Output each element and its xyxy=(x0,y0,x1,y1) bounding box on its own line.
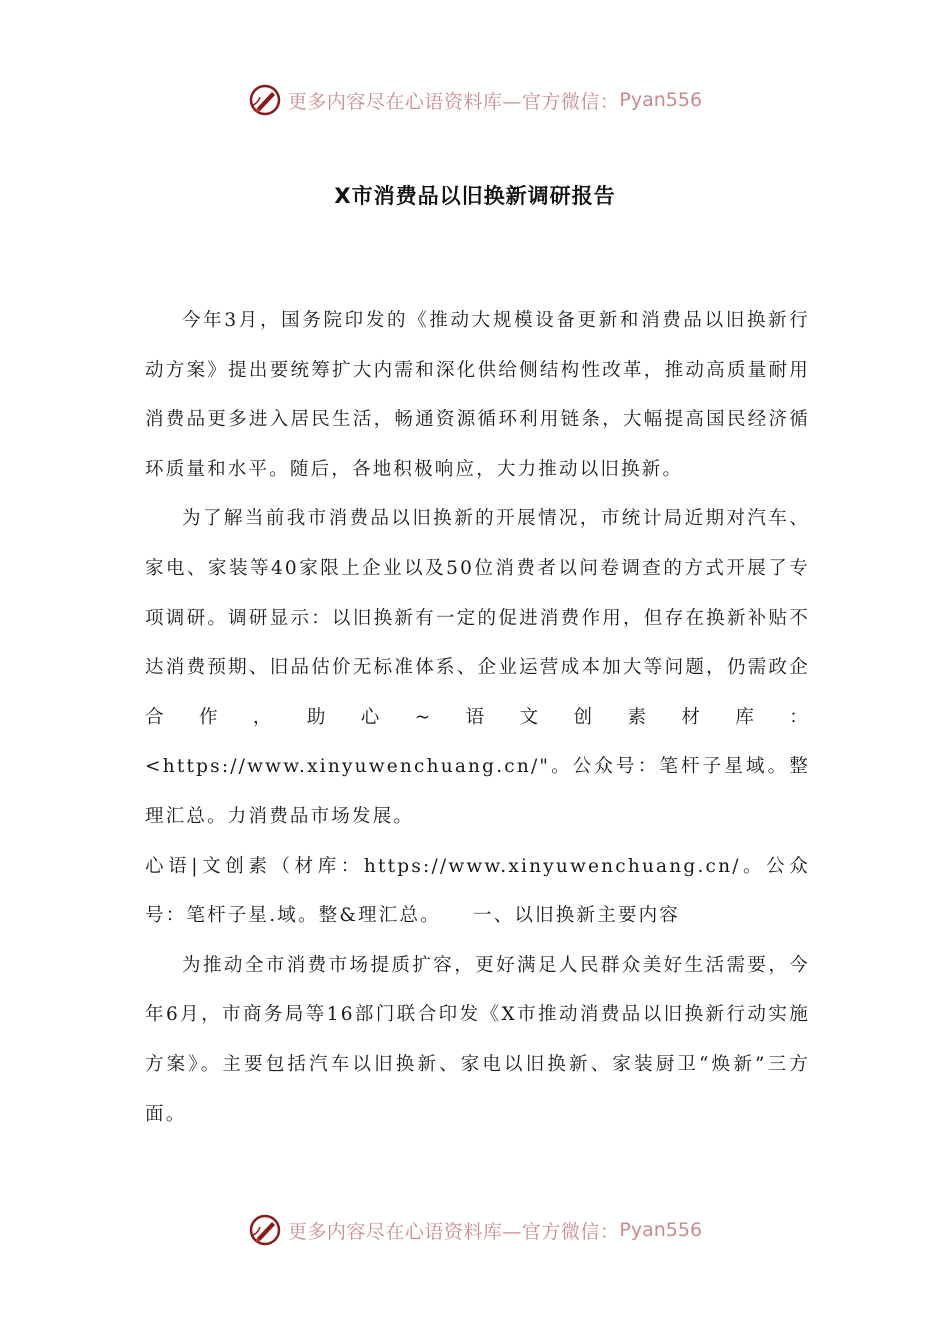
header-banner xyxy=(0,80,950,120)
footer-banner xyxy=(0,1210,950,1250)
pen-logo-icon xyxy=(248,1213,282,1247)
pen-logo-icon xyxy=(248,83,282,117)
paragraph: 今年3月，国务院印发的《推动大规模设备更新和消费品以旧换新行动方案》提出要统筹扩大内需和深化供给侧结构性改革，推动高质量耐用消费品更多进入居民生活，畅通资源循环利用链条，大幅提高国民经济循环质量和水平。随后，各地积极响应，大力推动以旧换新。 xyxy=(145,310,810,480)
footer-brand-text: 更多内容尽在心语资料库—官方微信： xyxy=(287,1220,620,1243)
header-brand-text: 更多内容尽在心语资料库—官方微信： xyxy=(287,90,620,113)
header-brand-id: Pyan556 xyxy=(619,89,703,111)
document-body xyxy=(145,296,810,1139)
paragraph: 心语|文创素（材库：https://www.xinyuwenchuang.cn/。公众号：笔杆子星.域。整&理汇总。 一、以旧换新主要内容 xyxy=(145,855,810,927)
footer-brand-id: Pyan556 xyxy=(619,1219,703,1241)
paragraph: 为了解当前我市消费品以旧换新的开展情况，市统计局近期对汽车、家电、家装等40家限上企业以及50位消费者以问卷调查的方式开展了专项调研。调研显示：以旧换新有一定的促进消费作用，但存在换新补贴不达消费预期、旧品估价无标准体系、企业运营成本加大等问题，仍需政企合作，助心~语文创素材库：<https://www.xinyuwenchuang.cn/"。公众号：笔杆子星域。整理汇总。力消费品市场发展。 xyxy=(145,508,810,827)
paragraph: 为推动全市消费市场提质扩容，更好满足人民群众美好生活需要，今年6月，市商务局等16部门联合印发《X市推动消费品以旧换新行动实施方案》。主要包括汽车以旧换新、家电以旧换新、家装厨卫“焕新”三方面。 xyxy=(145,954,810,1125)
document-title: X市消费品以旧换新调研报告 xyxy=(334,184,616,208)
